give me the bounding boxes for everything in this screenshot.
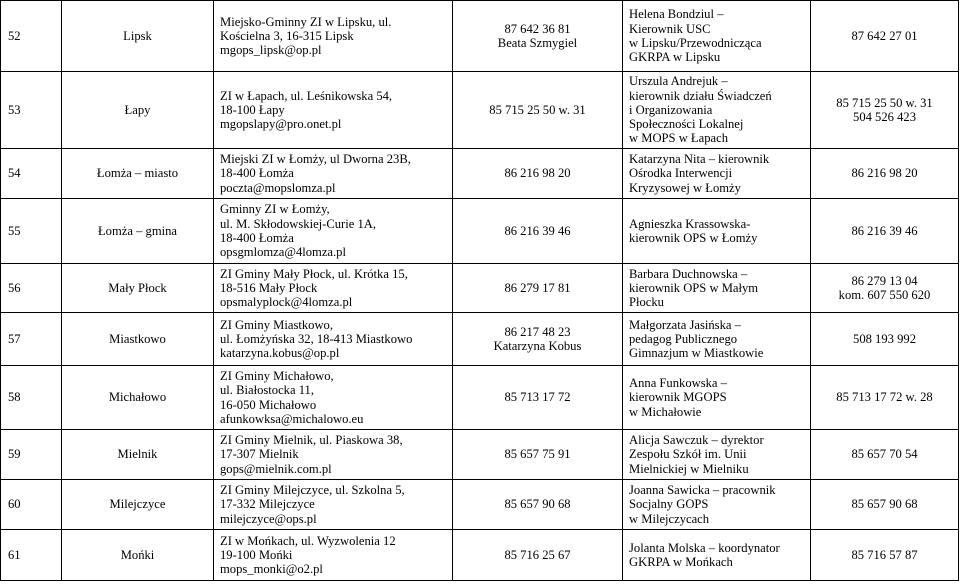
address-cell <box>214 430 453 480</box>
address-line: 18-516 Mały Płock <box>220 280 318 295</box>
address-cell <box>214 480 453 530</box>
address-line: 18-100 Łapy <box>220 102 285 117</box>
phone-number: 85 713 17 72 <box>504 390 571 405</box>
contact-line: kierownik OPS w Małym <box>629 280 759 295</box>
contact-phone: 86 279 13 04 <box>851 273 918 288</box>
municipality-name: Michałowo <box>62 366 214 430</box>
contact-line: i Organizowania <box>629 102 713 117</box>
contact-line: Urszula Andrejuk – <box>629 74 728 89</box>
phone-number: 86 279 17 81 <box>504 280 571 295</box>
email-text: afunkowksa@michalowo.eu <box>220 411 364 426</box>
address-line: ZI w Łapach, ul. Leśnikowska 54, <box>220 88 393 103</box>
phone-cell <box>453 1 623 72</box>
contact-line: Kierownik USC <box>629 21 711 36</box>
row-number: 61 <box>1 530 62 581</box>
contact-line: GKRPA w Lipsku <box>629 50 721 65</box>
contact-phone-cell <box>811 366 959 430</box>
contact-line: Agnieszka Krassowska- <box>629 216 751 231</box>
email-text: poczta@mopslomza.pl <box>220 180 336 195</box>
address-line: 18-400 Łomża <box>220 166 294 181</box>
table-row <box>1 480 959 530</box>
contact-phone: 85 657 90 68 <box>851 497 918 512</box>
contact-line: Małgorzata Jasińska – <box>629 317 741 332</box>
contact-cell <box>623 366 811 430</box>
email-text: mops_monki@o2.pl <box>220 562 323 577</box>
contact-phone-cell <box>811 480 959 530</box>
phone-number: 85 657 90 68 <box>504 497 571 512</box>
row-number: 60 <box>1 480 62 530</box>
phone-cell <box>453 430 623 480</box>
contact-cell <box>623 530 811 581</box>
contact-person: Beata Szmygiel <box>497 36 578 50</box>
contact-phone-cell <box>811 149 959 199</box>
row-number: 52 <box>1 1 62 72</box>
row-number: 53 <box>1 72 62 149</box>
address-cell <box>214 530 453 581</box>
email-text: katarzyna.kobus@op.pl <box>220 346 340 361</box>
contact-phone-cell <box>811 430 959 480</box>
address-line: ZI Gminy Mały Płock, ul. Krótka 15, <box>220 266 408 281</box>
phone-cell <box>453 199 623 264</box>
municipality-name: Mielnik <box>62 430 214 480</box>
contact-line: w Michałowie <box>629 404 702 419</box>
table-row <box>1 530 959 581</box>
row-number: 59 <box>1 430 62 480</box>
contact-phone-cell <box>811 530 959 581</box>
phone-cell <box>453 366 623 430</box>
contact-phone: 504 526 423 <box>853 110 916 124</box>
table-row <box>1 72 959 149</box>
contact-line: w Milejczycach <box>629 511 710 526</box>
municipality-name: Mały Płock <box>62 264 214 313</box>
contact-phone-cell <box>811 1 959 72</box>
municipality-name: Lipsk <box>62 1 214 72</box>
contact-phone-cell <box>811 199 959 264</box>
address-line: ZI Gminy Milejczyce, ul. Szkolna 5, <box>220 483 405 498</box>
phone-number: 85 715 25 50 w. 31 <box>489 102 586 117</box>
contact-line: Zespołu Szkół im. Unii <box>629 447 747 462</box>
contact-line: Kryzysowej w Łomży <box>629 180 741 195</box>
contact-phone: 86 216 98 20 <box>851 166 918 181</box>
address-line: ZI Gminy Michałowo, <box>220 368 334 383</box>
contact-phone-cell <box>811 264 959 313</box>
phone-cell <box>453 264 623 313</box>
contact-cell <box>623 430 811 480</box>
address-line: ul. Białostocka 11, <box>220 383 314 398</box>
email-text: mgopslapy@pro.onet.pl <box>220 117 342 132</box>
address-cell <box>214 72 453 149</box>
contact-line: Socjalny GOPS <box>629 497 709 512</box>
phone-number: 86 216 39 46 <box>504 223 571 238</box>
phone-cell <box>453 530 623 581</box>
address-line: ZI w Mońkach, ul. Wyzwolenia 12 <box>220 533 396 548</box>
contact-line: Joanna Sawicka – pracownik <box>629 483 776 498</box>
row-number: 58 <box>1 366 62 430</box>
contact-cell <box>623 480 811 530</box>
contact-cell <box>623 264 811 313</box>
contact-line: pedagog Publicznego <box>629 331 738 346</box>
contact-line: Gimnazjum w Miastkowie <box>629 346 764 361</box>
address-cell <box>214 264 453 313</box>
contact-phone: 508 193 992 <box>853 331 916 346</box>
contact-line: Alicja Sawczuk – dyrektor <box>629 433 764 448</box>
municipality-name: Milejczyce <box>62 480 214 530</box>
phone-number: 87 642 36 81 <box>504 21 571 36</box>
email-text: milejczyce@ops.pl <box>220 511 317 526</box>
contact-cell <box>623 149 811 199</box>
address-line: 16-050 Michałowo <box>220 397 317 412</box>
email-text: gops@mielnik.com.pl <box>220 461 332 476</box>
address-cell <box>214 1 453 72</box>
contact-phone: 85 713 17 72 w. 28 <box>836 390 933 405</box>
phone-cell <box>453 313 623 366</box>
address-line: ul. M. Skłodowskiej-Curie 1A, <box>220 216 377 231</box>
email-text: opsgmlomza@4lomza.pl <box>220 245 346 260</box>
address-line: 18-400 Łomża <box>220 231 294 245</box>
phone-number: 85 657 75 91 <box>504 447 571 462</box>
contact-phone: 85 715 25 50 w. 31 <box>836 95 933 110</box>
contact-phone: 87 642 27 01 <box>851 28 918 43</box>
phone-number: 86 217 48 23 <box>504 324 571 339</box>
contact-line: Ośrodka Interwencji <box>629 166 733 181</box>
contact-cell <box>623 1 811 72</box>
contact-line: w MOPS w Łapach <box>629 131 728 146</box>
address-line: 17-332 Milejczyce <box>220 497 315 512</box>
municipality-name: Miastkowo <box>62 313 214 366</box>
phone-number: 86 216 98 20 <box>504 166 571 181</box>
table-body <box>1 1 959 581</box>
address-line: ZI Gminy Miastkowo, <box>220 317 333 332</box>
contact-phone-cell <box>811 313 959 366</box>
address-line: ZI Gminy Mielnik, ul. Piaskowa 38, <box>220 433 403 448</box>
address-cell <box>214 366 453 430</box>
row-number: 56 <box>1 264 62 313</box>
table-row <box>1 149 959 199</box>
address-line: ul. Łomżyńska 32, 18-413 Miastkowo <box>220 331 413 346</box>
phone-number: 85 716 25 67 <box>504 547 571 562</box>
contact-phone-cell <box>811 72 959 149</box>
contact-phone: kom. 607 550 620 <box>838 288 931 302</box>
contact-line: Mielnickiej w Mielniku <box>629 461 749 476</box>
row-number: 55 <box>1 199 62 264</box>
address-line: Gminny ZI w Łomży, <box>220 202 330 217</box>
address-cell <box>214 149 453 199</box>
table-row <box>1 366 959 430</box>
municipality-name: Łomża – miasto <box>62 149 214 199</box>
address-line: Miejski ZI w Łomży, ul Dworna 23B, <box>220 152 411 167</box>
contact-phone: 85 657 70 54 <box>851 447 918 462</box>
municipality-name: Mońki <box>62 530 214 581</box>
address-cell <box>214 313 453 366</box>
contact-line: kierownik OPS w Łomży <box>629 231 758 245</box>
contact-line: GKRPA w Mońkach <box>629 555 733 569</box>
address-cell <box>214 199 453 264</box>
table-row <box>1 1 959 72</box>
contact-cell <box>623 313 811 366</box>
contact-line: Katarzyna Nita – kierownik <box>629 152 770 167</box>
contact-phone: 86 216 39 46 <box>851 223 918 238</box>
row-number: 54 <box>1 149 62 199</box>
contact-cell <box>623 72 811 149</box>
address-line: 19-100 Mońki <box>220 547 293 562</box>
contact-person: Katarzyna Kobus <box>493 339 582 353</box>
table-row <box>1 430 959 480</box>
phone-cell <box>453 149 623 199</box>
row-number: 57 <box>1 313 62 366</box>
email-text: opsmalyplock@4lomza.pl <box>220 295 353 310</box>
contact-line: kierownik MGOPS <box>629 390 727 405</box>
contact-line: kierownik działu Świadczeń <box>629 88 772 103</box>
municipality-name: Łapy <box>62 72 214 149</box>
contact-phone: 85 716 57 87 <box>851 547 918 562</box>
table-row <box>1 264 959 313</box>
email-text: mgops_lipsk@op.pl <box>220 43 322 58</box>
contact-line: Barbara Duchnowska – <box>629 266 748 281</box>
contact-line: Płocku <box>629 295 664 310</box>
phone-cell <box>453 480 623 530</box>
municipality-name: Łomża – gmina <box>62 199 214 264</box>
address-line: Kościelna 3, 16-315 Lipsk <box>220 28 354 43</box>
table-row <box>1 199 959 264</box>
contact-line: w Lipsku/Przewodnicząca <box>629 36 762 50</box>
phone-cell <box>453 72 623 149</box>
contact-line: Jolanta Molska – koordynator <box>629 540 780 555</box>
contact-line: Społeczności Lokalnej <box>629 117 744 132</box>
contact-line: Helena Bondziul – <box>629 7 724 22</box>
address-line: 17-307 Mielnik <box>220 447 299 462</box>
contact-cell <box>623 199 811 264</box>
contact-line: Anna Funkowska – <box>629 376 727 391</box>
address-line: Miejsko-Gminny ZI w Lipsku, ul. <box>220 14 392 29</box>
table-row <box>1 313 959 366</box>
